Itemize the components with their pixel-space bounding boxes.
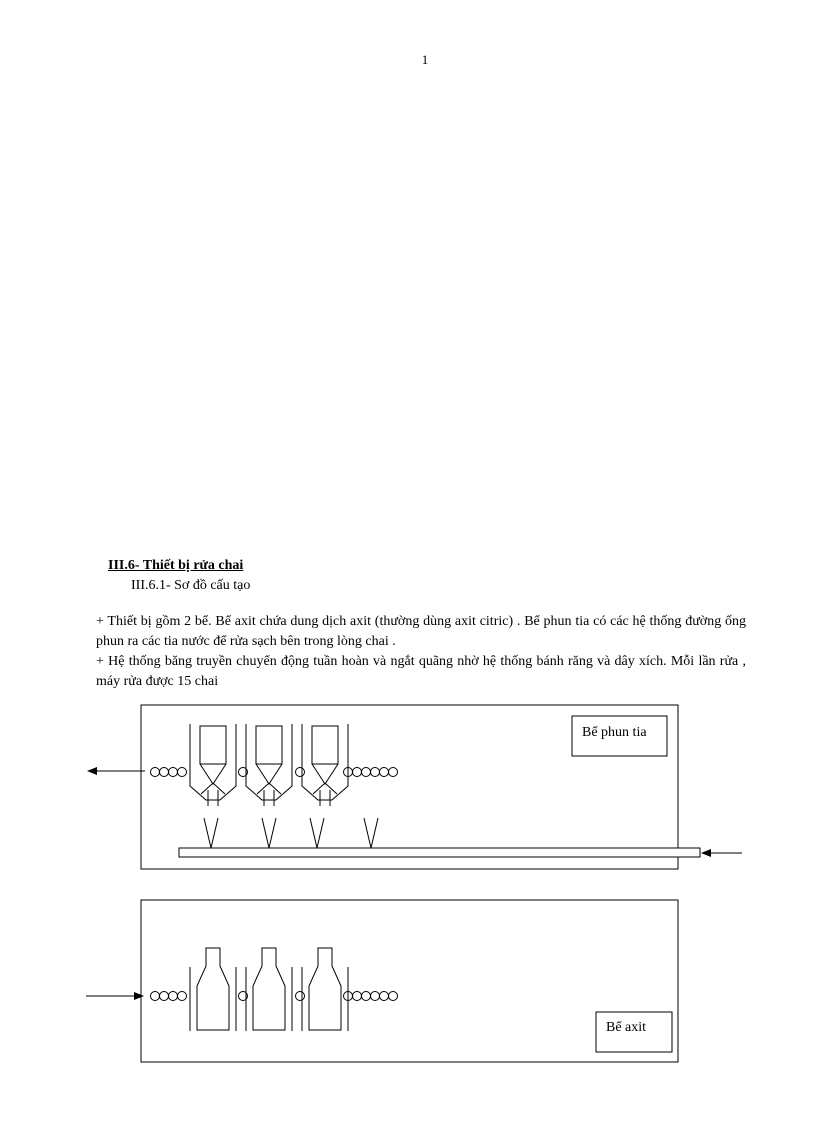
spray-jet bbox=[262, 818, 276, 848]
roller bbox=[371, 992, 380, 1001]
spray-jets bbox=[204, 818, 378, 848]
spray-tank bbox=[88, 705, 742, 869]
paragraph-equipment: + Thiết bị gồm 2 bể. Bể axit chứa dung dịch axit (thường dùng axit citric) . Bể phun tia có các hệ thống đường ống phun ra các tia nước để rửa sạch bên trong lòng chai . bbox=[96, 614, 746, 649]
inverted-bottle bbox=[302, 724, 348, 806]
conveyor-rollers-bottom bbox=[151, 992, 398, 1001]
inverted-bottle bbox=[246, 724, 292, 806]
inverted-bottles bbox=[190, 724, 348, 806]
roller bbox=[389, 992, 398, 1001]
spray-tank-label: Bể phun tia bbox=[582, 725, 647, 740]
roller bbox=[160, 768, 169, 777]
paragraph-conveyor: + Hệ thống băng truyền chuyển động tuần hoàn và ngắt quãng nhờ hệ thống bánh răng và dây xích. Mỗi lần rửa , máy rửa được 15 chai bbox=[96, 654, 746, 689]
roller bbox=[169, 992, 178, 1001]
spray-jet bbox=[204, 818, 218, 848]
roller bbox=[362, 992, 371, 1001]
roller bbox=[353, 768, 362, 777]
upright-bottle bbox=[302, 948, 348, 1031]
upright-bottle bbox=[246, 948, 292, 1031]
upright-bottle bbox=[190, 948, 236, 1031]
roller bbox=[380, 768, 389, 777]
roller bbox=[169, 768, 178, 777]
roller bbox=[178, 992, 187, 1001]
section-subheading: III.6.1- Sơ đồ cấu tạo bbox=[131, 578, 251, 593]
spray-jet bbox=[310, 818, 324, 848]
roller bbox=[296, 768, 305, 777]
acid-tank-label: Bể axit bbox=[606, 1020, 647, 1035]
roller bbox=[362, 768, 371, 777]
water-pipe bbox=[179, 848, 700, 857]
roller bbox=[151, 768, 160, 777]
conveyor-rollers-top bbox=[151, 768, 398, 777]
roller bbox=[178, 768, 187, 777]
roller bbox=[380, 992, 389, 1001]
inverted-bottle bbox=[190, 724, 236, 806]
section-heading: III.6- Thiết bị rửa chai bbox=[108, 558, 244, 573]
roller bbox=[160, 992, 169, 1001]
acid-tank bbox=[86, 900, 678, 1062]
upright-bottles bbox=[190, 948, 348, 1031]
roller bbox=[296, 992, 305, 1001]
roller bbox=[371, 768, 380, 777]
roller bbox=[353, 992, 362, 1001]
roller bbox=[151, 992, 160, 1001]
roller bbox=[389, 768, 398, 777]
page-number: 1 bbox=[421, 52, 429, 67]
spray-jet bbox=[364, 818, 378, 848]
